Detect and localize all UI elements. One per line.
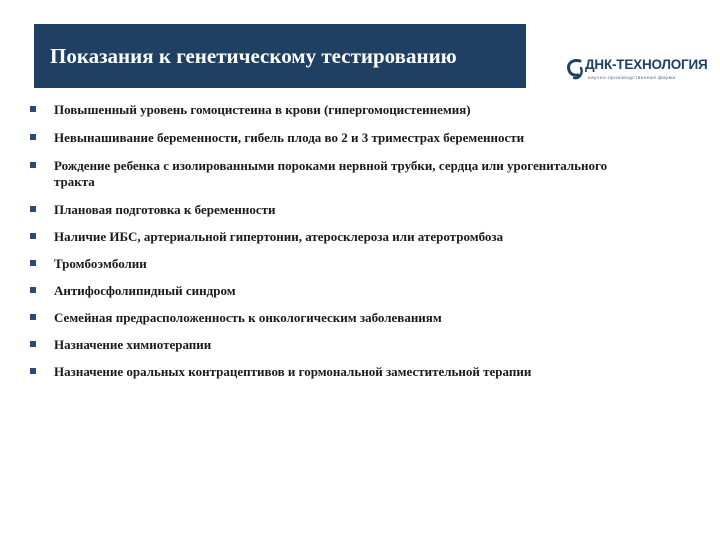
bullet-marker [30, 162, 36, 168]
dna-logo-icon [566, 58, 584, 80]
bullet-marker [30, 287, 36, 293]
logo-subtitle: научно-производственная фирма [588, 75, 676, 80]
list-item-text: Назначение оральных контрацептивов и гормональной заместительной терапии [54, 364, 532, 379]
list-item-text: Назначение химиотерапии [54, 337, 212, 352]
bullet-marker [30, 233, 36, 239]
bullet-marker [30, 314, 36, 320]
list-item-text: Рождение ребенка с изолированными пороками нервной трубки, сердца или урогенитального тракта [54, 158, 608, 189]
list-item-text: Плановая подготовка к беременности [54, 202, 276, 217]
slide-title: Показания к генетическому тестированию [50, 43, 457, 68]
logo-name: ДНК-ТЕХНОЛОГИЯ [585, 57, 708, 72]
company-logo [566, 56, 708, 82]
bullet-marker [30, 134, 36, 140]
list-item-text: Повышенный уровень гомоцистеина в крови (гипергомоцистеинемия) [54, 102, 471, 117]
bullet-marker [30, 368, 36, 374]
list-item-text: Наличие ИБС, артериальной гипертонии, атеросклероза или атеротромбоза [54, 229, 504, 244]
bullet-marker [30, 260, 36, 266]
bullet-marker [30, 206, 36, 212]
title-band [34, 24, 526, 88]
bullet-marker [30, 341, 36, 347]
bullet-marker [30, 106, 36, 112]
list-item-text: Невынашивание беременности, гибель плода во 2 и 3 триместрах беременности [54, 130, 525, 145]
list-item-text: Антифосфолипидный синдром [54, 283, 236, 298]
list-item-text: Семейная предрасположенность к онкологическим заболеваниям [54, 310, 442, 325]
list-item-text: Тромбоэмболии [54, 256, 147, 271]
